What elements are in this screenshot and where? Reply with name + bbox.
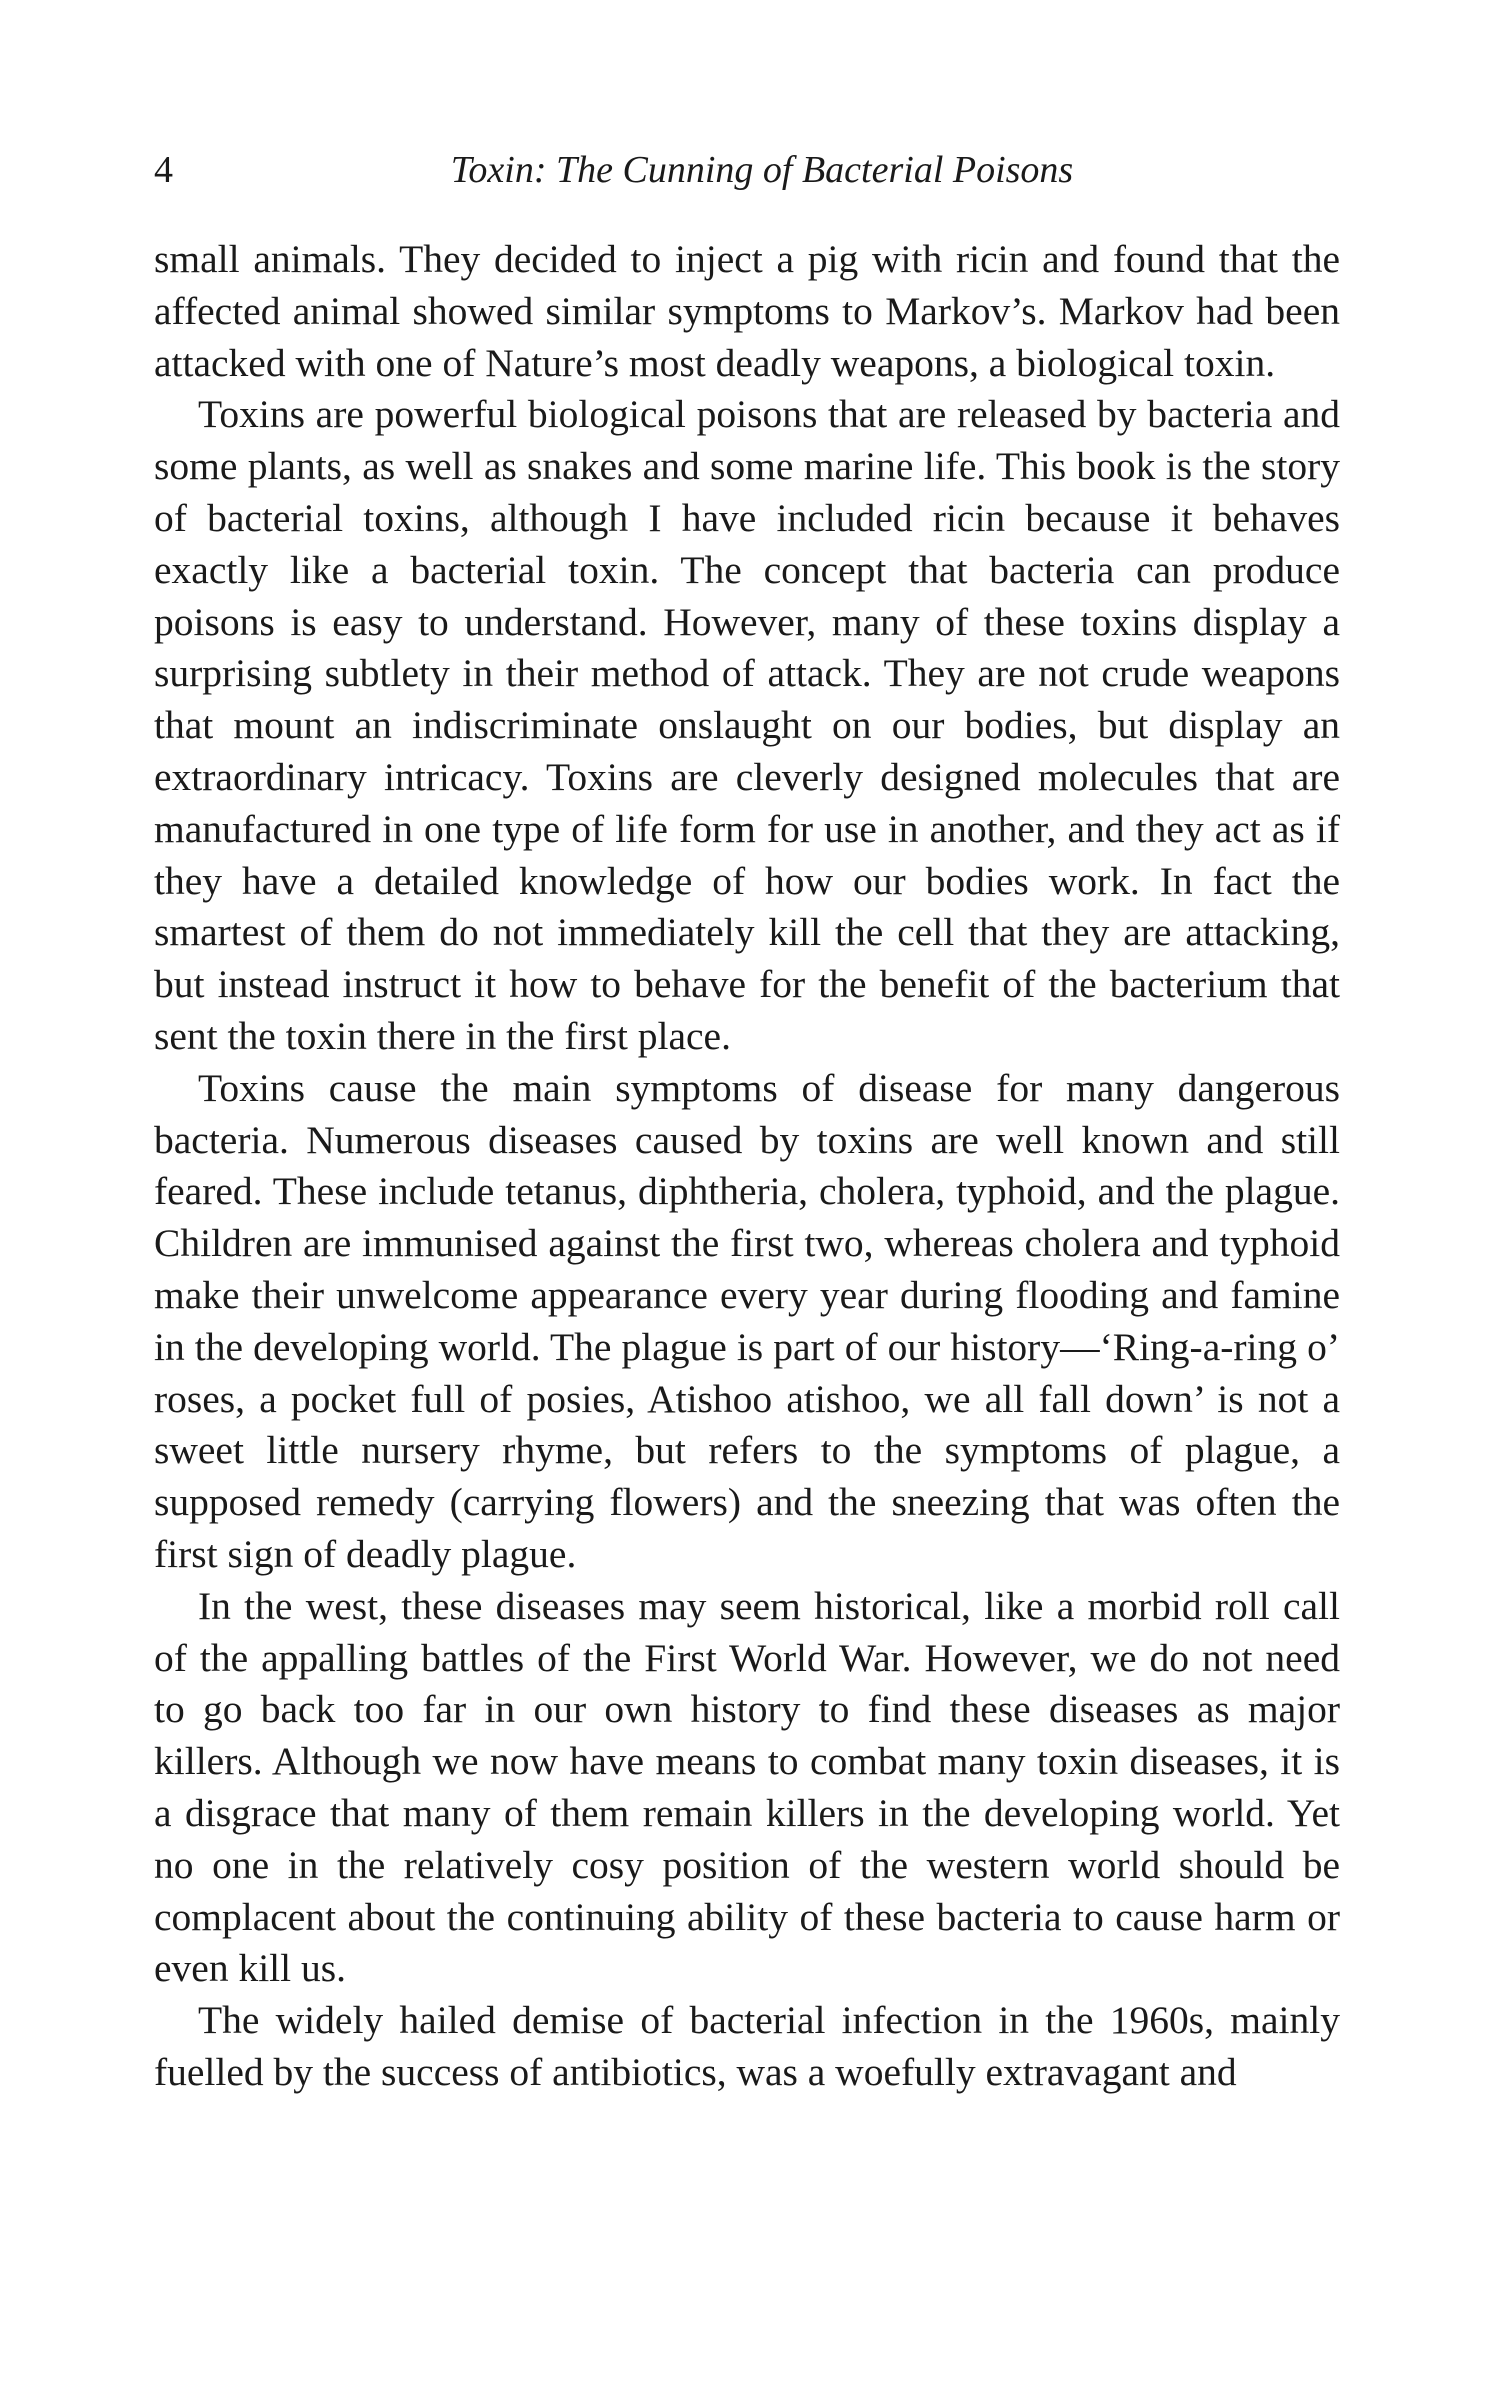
paragraph: Toxins cause the main symptoms of disease for many dangerous bacteria. Numerous diseases caused by toxins are well known and still feared. These include tetanus, diphtheria, cholera, typhoid, and the plague. Children are immunised against the first two, whereas cholera and typhoid make their unwelcome appearance every year during flooding and famine in the developing world. The plague is part of our history—‘Ring-a-ring o’ roses, a pocket full of posies, Atishoo atishoo, we all fall down’ is not a sweet little nursery rhyme, but refers to the symptoms of plague, a supposed remedy (carrying flowers) and the sneezing that was often the first sign of deadly plague. xyxy=(154,1065,1340,1576)
paragraph-continuation: small animals. They decided to inject a pig with ricin and found that the affected animal showed similar symptoms to Markov’s. Markov had been attacked with one of Nature’s most deadly weapons, a biological toxin. xyxy=(154,237,1340,385)
paragraph: In the west, these diseases may seem historical, like a morbid roll call of the appalling battles of the First World War. However, we do not need to go back too far in our own history to find these diseases as major killers. Although we now have means to combat many toxin diseases, it is a disgrace that many of them remain killers in the developing world. Yet no one in the relatively cosy position of the western world should be complacent about the continuing ability of these bacteria to cause harm or even kill us. xyxy=(154,1583,1340,1991)
paragraph: Toxins are powerful biological poisons that are released by bacteria and some plants, as well as snakes and some marine life. This book is the story of bacterial toxins, although I have included ricin because it behaves exactly like a bacterial toxin. The concept that bacteria can produce poisons is easy to understand. However, many of these toxins display a surprising subtlety in their method of attack. They are not crude weapons that mount an indiscriminate onslaught on our bodies, but display an extraordinary intricacy. Toxins are cleverly designed molecules that are manufactured in one type of life form for use in another, and they act as if they have a detailed knowledge of how our bodies work. In fact the smartest of them do not immediately kill the cell that they are attacking, but instead instruct it how to behave for the benefit of the bacterium that sent the toxin there in the first place. xyxy=(154,392,1340,1058)
paragraph: The widely hailed demise of bacterial infection in the 1960s, mainly fuelled by the success of antibiotics, was a woefully extravagant and xyxy=(154,1998,1340,2094)
page-number: 4 xyxy=(154,149,173,191)
body-text xyxy=(154,234,1340,2099)
running-head xyxy=(154,140,1340,200)
running-title: Toxin: The Cunning of Bacterial Poisons xyxy=(450,149,1074,191)
